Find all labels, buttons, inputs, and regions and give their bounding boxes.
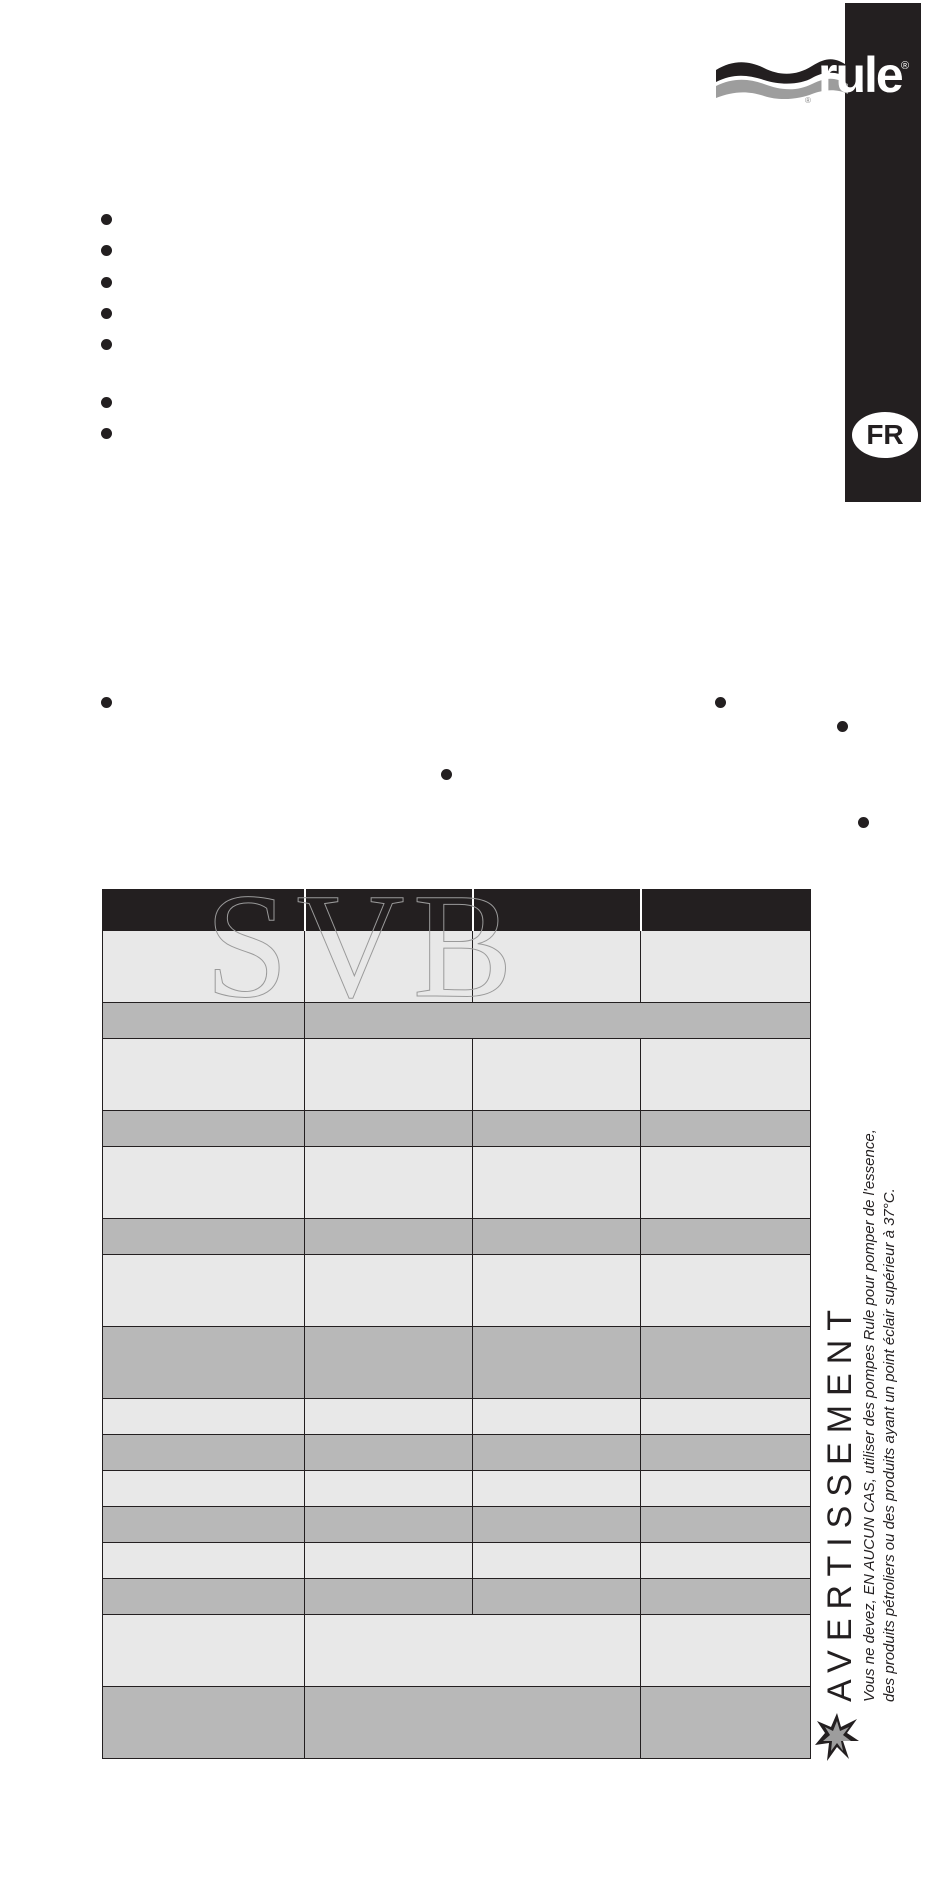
table-row [103,1219,811,1255]
table-row [103,1003,811,1039]
table-row [103,1543,811,1579]
table-row [103,1615,811,1687]
table-header-cell [305,890,473,931]
table-row [103,1471,811,1507]
warning-title: AVERTISSEMENT [821,1300,859,1702]
svg-text:SVB: SVB [205,876,521,1026]
logo-registered-mark: ® [901,60,910,72]
logo-registered-mark-small: ® [805,96,811,105]
table-row [103,1327,811,1399]
table-row [103,1111,811,1147]
rule-logo-text: rule [818,47,902,103]
language-badge [852,412,918,458]
bullet-marker [858,817,869,828]
table-header-cell [473,890,641,931]
bullet-marker [101,697,112,708]
bullet-marker [101,339,112,350]
bullet-marker [101,428,112,439]
table-row [103,931,811,1003]
bullet-marker [837,721,848,732]
table-header-cell [103,890,305,931]
bullet-marker [715,697,726,708]
table-header-row [103,890,811,931]
warning-text-line-2: des produits pétroliers ou des produits ayant un point éclair supérieur à 37°C. [881,1188,898,1702]
table-row [103,1147,811,1219]
warning-block [820,1129,922,1702]
table-header-cell [641,890,811,931]
bullet-marker [101,308,112,319]
bullet-marker [101,245,112,256]
table-row [103,1435,811,1471]
spec-table [102,889,811,1759]
table-row [103,1687,811,1759]
table-row [103,1255,811,1327]
table-row [103,1579,811,1615]
bullet-marker [101,214,112,225]
warning-burst-icon [813,1711,861,1763]
bullet-marker [101,397,112,408]
bullet-marker [441,769,452,780]
table-row [103,1507,811,1543]
language-badge-label: FR [866,419,904,450]
table-row [103,1039,811,1111]
bullet-marker [101,277,112,288]
warning-text-line-1: Vous ne devez, EN AUCUN CAS, utiliser des pompes Rule pour pomper de l'essence, [861,1129,878,1702]
table-row [103,1399,811,1435]
